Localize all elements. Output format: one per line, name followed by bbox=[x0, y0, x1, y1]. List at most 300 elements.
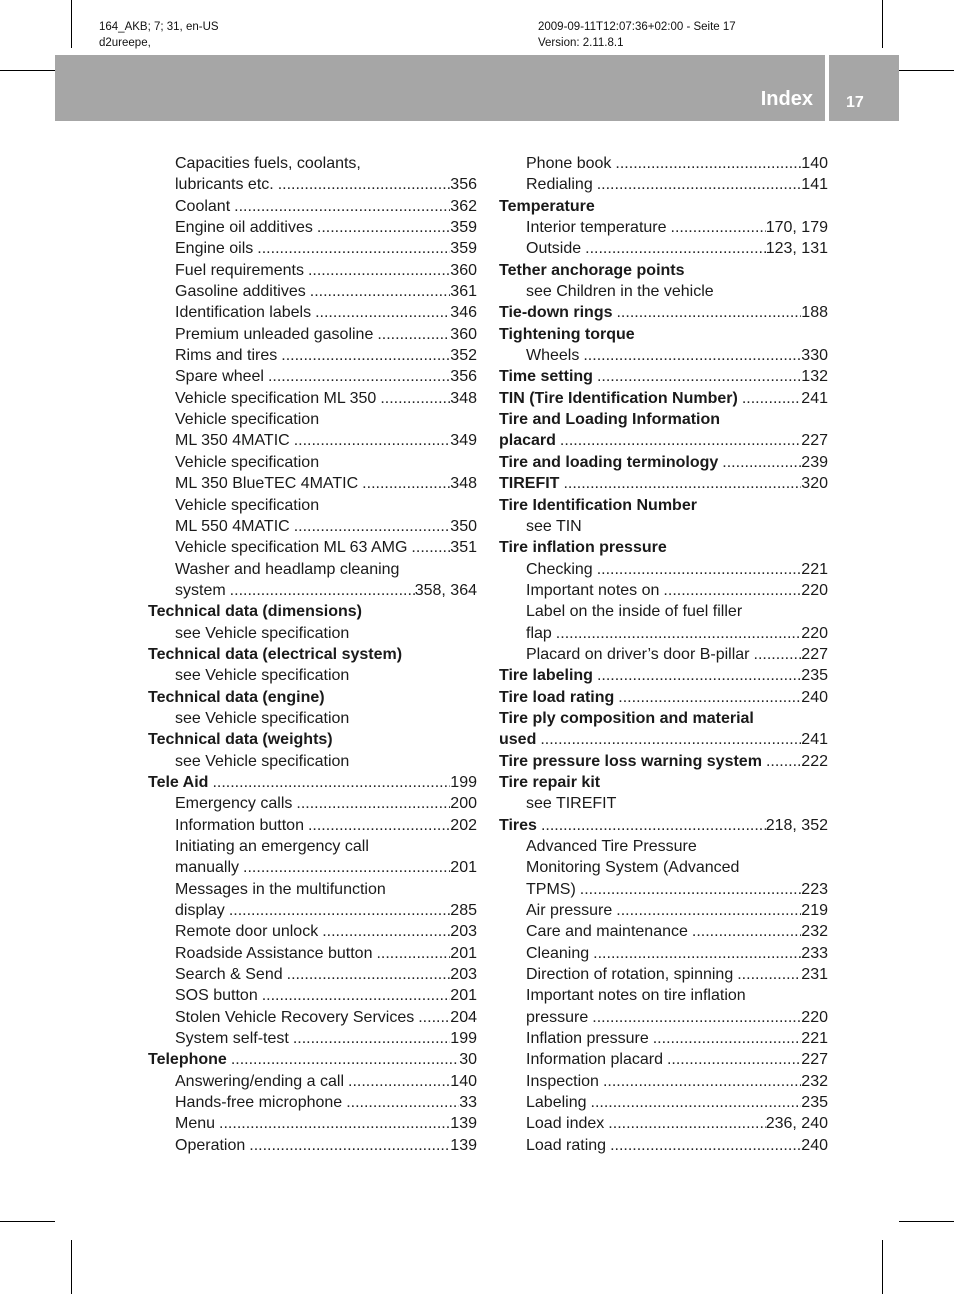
dot-leader bbox=[253, 238, 450, 259]
print-meta-right bbox=[538, 19, 736, 51]
entry-text: see Vehicle specification bbox=[175, 624, 350, 642]
dot-leader bbox=[733, 964, 801, 985]
page-ref: 218, 352 bbox=[765, 816, 828, 834]
dot-leader bbox=[258, 985, 451, 1006]
index-entry bbox=[499, 537, 828, 558]
page-ref: 362 bbox=[450, 197, 477, 215]
crop-mark bbox=[882, 1240, 883, 1294]
version: Version: 2.11.8.1 bbox=[538, 37, 624, 49]
entry-text: Roadside Assistance button bbox=[175, 944, 373, 962]
dot-leader bbox=[239, 857, 450, 878]
entry-text: pressure bbox=[526, 1008, 589, 1026]
page-ref: 223 bbox=[801, 880, 828, 898]
index-entry bbox=[148, 772, 477, 793]
index-entry bbox=[499, 815, 828, 836]
index-subentry bbox=[499, 1028, 828, 1049]
entry-text: Engine oils bbox=[175, 240, 254, 258]
entry-text: Rims and tires bbox=[175, 347, 278, 365]
dot-leader bbox=[358, 473, 450, 494]
entry-text: lubricants etc. bbox=[175, 176, 274, 194]
index-entry bbox=[499, 452, 828, 473]
index-subentry bbox=[499, 281, 828, 302]
entry-text: Capacities fuels, coolants, bbox=[175, 155, 361, 172]
page-ref: 285 bbox=[450, 902, 477, 920]
dot-leader bbox=[344, 1071, 450, 1092]
dot-leader bbox=[659, 580, 801, 601]
entry-text: Gasoline additives bbox=[175, 283, 306, 301]
entry-text: TIREFIT bbox=[499, 475, 560, 493]
entry-text: Coolant bbox=[175, 197, 231, 215]
index-subentry bbox=[148, 196, 477, 217]
entry-text: Technical data (weights) bbox=[148, 731, 333, 749]
entry-text: Tire labeling bbox=[499, 667, 593, 685]
index-subentry bbox=[148, 1113, 477, 1134]
dot-leader bbox=[277, 345, 450, 366]
index-subentry bbox=[148, 366, 477, 387]
page-ref: 201 bbox=[450, 987, 477, 1005]
entry-text: ML 550 4MATIC bbox=[175, 517, 290, 535]
entry-text: Remote door unlock bbox=[175, 923, 319, 941]
page-ref: 141 bbox=[801, 176, 828, 194]
index-subentry bbox=[499, 238, 828, 259]
index-entry bbox=[499, 430, 828, 451]
dot-leader bbox=[762, 751, 801, 772]
page-ref: 140 bbox=[801, 155, 828, 172]
index-subentry bbox=[148, 1007, 477, 1028]
page-ref: 358, 364 bbox=[414, 581, 477, 599]
dot-leader bbox=[593, 366, 801, 387]
entry-text: Redialing bbox=[526, 176, 593, 194]
dot-leader bbox=[290, 516, 451, 537]
print-meta-left bbox=[99, 19, 219, 51]
entry-text: see Children in the vehicle bbox=[526, 283, 714, 301]
entry-text: Initiating an emergency call bbox=[175, 838, 369, 855]
entry-text: Information placard bbox=[526, 1051, 663, 1069]
page-ref: 204 bbox=[450, 1008, 477, 1026]
entry-text: Vehicle specification bbox=[175, 411, 320, 429]
page-ref: 200 bbox=[450, 795, 477, 813]
page-ref: 232 bbox=[801, 923, 828, 941]
entry-text: see Vehicle specification bbox=[175, 709, 350, 727]
page-ref: 356 bbox=[450, 176, 477, 194]
page-ref: 201 bbox=[450, 944, 477, 962]
entry-text: Washer and headlamp cleaning bbox=[175, 560, 400, 578]
index-subentry bbox=[148, 238, 477, 259]
entry-text: Tele Aid bbox=[148, 773, 209, 791]
entry-text: used bbox=[499, 731, 537, 749]
entry-text: Interior temperature bbox=[526, 219, 667, 237]
index-subentry bbox=[148, 921, 477, 942]
index-subentry bbox=[499, 623, 828, 644]
page-ref: 235 bbox=[801, 1094, 828, 1112]
page-ref: 231 bbox=[801, 966, 828, 984]
entry-text: Direction of rotation, spinning bbox=[526, 966, 734, 984]
entry-text: Tire and Loading Information bbox=[499, 411, 721, 429]
index-subentry bbox=[499, 559, 828, 580]
entry-text: see Vehicle specification bbox=[175, 667, 350, 685]
dot-leader bbox=[313, 217, 450, 238]
index-subentry bbox=[148, 708, 477, 729]
entry-text: Vehicle specification bbox=[175, 496, 320, 514]
dot-leader bbox=[283, 964, 451, 985]
dot-leader bbox=[227, 1049, 459, 1070]
index-subentry bbox=[148, 900, 477, 921]
index-entry bbox=[499, 196, 828, 217]
page-ref: 320 bbox=[801, 475, 828, 493]
entry-text: Hands-free microphone bbox=[175, 1094, 343, 1112]
index-entry bbox=[499, 473, 828, 494]
index-subentry bbox=[148, 388, 477, 409]
index-subentry bbox=[499, 921, 828, 942]
dot-leader bbox=[290, 430, 451, 451]
entry-text: Wheels bbox=[526, 347, 580, 365]
index-subentry bbox=[148, 836, 477, 857]
index-subentry bbox=[148, 473, 477, 494]
entry-text: system bbox=[175, 581, 226, 599]
entry-text: Temperature bbox=[499, 197, 595, 215]
dot-leader bbox=[537, 815, 766, 836]
dot-leader bbox=[559, 473, 801, 494]
page-ref: 240 bbox=[801, 688, 828, 706]
dot-leader bbox=[588, 1007, 801, 1028]
entry-text: Vehicle specification ML 350 bbox=[175, 389, 377, 407]
entry-text: Cleaning bbox=[526, 944, 590, 962]
crop-mark bbox=[0, 70, 55, 71]
page-ref: 235 bbox=[801, 667, 828, 685]
entry-text: Load rating bbox=[526, 1136, 607, 1154]
page-number: 17 bbox=[846, 94, 864, 111]
entry-text: see Vehicle specification bbox=[175, 752, 350, 770]
page-ref: 346 bbox=[450, 304, 477, 322]
index-subentry bbox=[499, 793, 828, 814]
page-ref: 233 bbox=[801, 944, 828, 962]
index-subentry bbox=[499, 644, 828, 665]
entry-text: Labeling bbox=[526, 1094, 587, 1112]
entry-text: Answering/ending a call bbox=[175, 1072, 344, 1090]
index-subentry bbox=[499, 217, 828, 238]
dot-leader bbox=[536, 729, 801, 750]
page-ref: 350 bbox=[450, 517, 477, 535]
dot-leader bbox=[556, 430, 801, 451]
dot-leader bbox=[304, 260, 450, 281]
entry-text: flap bbox=[526, 624, 552, 642]
dot-leader bbox=[718, 452, 801, 473]
page-number-box bbox=[829, 55, 899, 121]
index-entry bbox=[499, 687, 828, 708]
entry-text: Menu bbox=[175, 1115, 216, 1133]
page-ref: 240 bbox=[801, 1136, 828, 1154]
dot-leader bbox=[264, 366, 450, 387]
page-ref: 221 bbox=[801, 560, 828, 578]
index-subentry bbox=[148, 537, 477, 558]
page-ref: 232 bbox=[801, 1072, 828, 1090]
entry-text: Tie-down rings bbox=[499, 304, 613, 322]
dot-leader bbox=[612, 900, 801, 921]
index-subentry bbox=[148, 857, 477, 878]
index-entry bbox=[499, 772, 828, 793]
entry-text: Checking bbox=[526, 560, 593, 578]
crop-mark bbox=[882, 0, 883, 48]
dot-leader bbox=[318, 921, 450, 942]
dot-leader bbox=[306, 281, 451, 302]
index-subentry bbox=[148, 430, 477, 451]
index-subentry bbox=[148, 964, 477, 985]
page-ref: 351 bbox=[450, 539, 477, 557]
entry-text: Monitoring System (Advanced bbox=[526, 859, 740, 877]
page-ref: 241 bbox=[801, 389, 828, 407]
page-ref: 360 bbox=[450, 261, 477, 279]
index-entry bbox=[499, 260, 828, 281]
index-subentry bbox=[499, 153, 828, 174]
index-entry bbox=[499, 409, 828, 430]
page-ref: 239 bbox=[801, 453, 828, 471]
page-ref: 203 bbox=[450, 966, 477, 984]
page-ref: 236, 240 bbox=[765, 1115, 828, 1133]
entry-text: Tether anchorage points bbox=[499, 261, 685, 279]
file-id: 164_AKB; 7; 31, en-US bbox=[99, 21, 219, 33]
index-subentry bbox=[148, 1071, 477, 1092]
index-subentry bbox=[499, 1071, 828, 1092]
entry-text: Tire repair kit bbox=[499, 773, 601, 791]
index-subentry bbox=[148, 1028, 477, 1049]
index-entry bbox=[499, 366, 828, 387]
dot-leader bbox=[414, 1007, 450, 1028]
index-subentry bbox=[148, 985, 477, 1006]
index-subentry bbox=[148, 260, 477, 281]
entry-text: Telephone bbox=[148, 1051, 227, 1069]
index-subentry bbox=[148, 1092, 477, 1113]
dot-leader bbox=[599, 1071, 801, 1092]
index-subentry bbox=[499, 1049, 828, 1070]
page-ref: 352 bbox=[450, 347, 477, 365]
dot-leader bbox=[587, 1092, 802, 1113]
index-entry bbox=[499, 495, 828, 516]
dot-leader bbox=[225, 900, 450, 921]
page-ref: 202 bbox=[450, 816, 477, 834]
index-subentry bbox=[148, 751, 477, 772]
index-subentry bbox=[499, 985, 828, 1006]
index-column-right bbox=[499, 153, 828, 1156]
page-ref: 199 bbox=[450, 773, 477, 791]
page-ref: 330 bbox=[801, 347, 828, 365]
entry-text: Premium unleaded gasoline bbox=[175, 325, 374, 343]
index-subentry bbox=[148, 174, 477, 195]
dot-leader bbox=[606, 1135, 801, 1156]
index-subentry bbox=[148, 665, 477, 686]
page-ref: 33 bbox=[459, 1094, 477, 1112]
index-subentry bbox=[499, 345, 828, 366]
index-subentry bbox=[148, 324, 477, 345]
index-entry bbox=[499, 751, 828, 772]
index-entry bbox=[499, 665, 828, 686]
index-entry bbox=[499, 729, 828, 750]
page-title: Index bbox=[760, 88, 813, 110]
entry-text: see TIREFIT bbox=[526, 795, 617, 813]
entry-text: Important notes on bbox=[526, 581, 660, 599]
entry-text: Air pressure bbox=[526, 902, 613, 920]
page-ref: 361 bbox=[450, 283, 477, 301]
index-subentry bbox=[499, 900, 828, 921]
dot-leader bbox=[552, 623, 802, 644]
index-subentry bbox=[148, 1135, 477, 1156]
dot-leader bbox=[611, 153, 801, 174]
entry-text: Vehicle specification ML 63 AMG bbox=[175, 539, 408, 557]
entry-text: TIN (Tire Identification Number) bbox=[499, 389, 738, 407]
crop-mark bbox=[71, 0, 72, 48]
page-ref: 227 bbox=[801, 645, 828, 663]
page-ref: 220 bbox=[801, 581, 828, 599]
entry-text: Technical data (dimensions) bbox=[148, 603, 362, 621]
index-subentry bbox=[499, 964, 828, 985]
page-ref: 359 bbox=[450, 219, 477, 237]
entry-text: Load index bbox=[526, 1115, 605, 1133]
dot-leader bbox=[245, 1135, 450, 1156]
dot-leader bbox=[274, 174, 451, 195]
index-entry bbox=[499, 324, 828, 345]
dot-leader bbox=[208, 772, 450, 793]
dot-leader bbox=[304, 815, 450, 836]
dot-leader bbox=[649, 1028, 802, 1049]
index-subentry bbox=[499, 1092, 828, 1113]
dot-leader bbox=[667, 217, 766, 238]
index-subentry bbox=[499, 1007, 828, 1028]
page-ref: 220 bbox=[801, 624, 828, 642]
entry-text: Identification labels bbox=[175, 304, 312, 322]
index-entry bbox=[148, 644, 477, 665]
index-entry bbox=[499, 302, 828, 323]
page-ref: 220 bbox=[801, 1008, 828, 1026]
entry-text: SOS button bbox=[175, 987, 258, 1005]
author-id: d2ureepe, bbox=[99, 37, 151, 49]
index-subentry bbox=[499, 174, 828, 195]
entry-text: Information button bbox=[175, 816, 304, 834]
entry-text: Phone book bbox=[526, 155, 612, 172]
entry-text: ML 350 BlueTEC 4MATIC bbox=[175, 475, 359, 493]
index-entry bbox=[148, 601, 477, 622]
index-entry bbox=[148, 729, 477, 750]
dot-leader bbox=[581, 238, 766, 259]
entry-text: System self-test bbox=[175, 1030, 289, 1048]
index-subentry bbox=[148, 943, 477, 964]
index-subentry bbox=[148, 495, 477, 516]
page-ref: 199 bbox=[450, 1030, 477, 1048]
index-subentry bbox=[148, 879, 477, 900]
index-subentry bbox=[499, 857, 828, 878]
page-ref: 359 bbox=[450, 240, 477, 258]
index-subentry bbox=[148, 409, 477, 430]
index-subentry bbox=[499, 1113, 828, 1134]
crop-mark bbox=[0, 1221, 55, 1222]
dot-leader bbox=[688, 921, 801, 942]
dot-leader bbox=[593, 665, 801, 686]
page-ref: 201 bbox=[450, 859, 477, 877]
page-ref: 123, 131 bbox=[765, 240, 828, 258]
dot-leader bbox=[589, 943, 801, 964]
page-ref: 170, 179 bbox=[765, 219, 828, 237]
entry-text: Technical data (engine) bbox=[148, 688, 325, 706]
entry-text: Care and maintenance bbox=[526, 923, 688, 941]
dot-leader bbox=[372, 943, 450, 964]
entry-text: see TIN bbox=[526, 517, 582, 535]
index-subentry bbox=[499, 943, 828, 964]
page-ref: 132 bbox=[801, 368, 828, 386]
entry-text: Tire ply composition and material bbox=[499, 709, 754, 727]
index-subentry bbox=[148, 452, 477, 473]
page-ref: 222 bbox=[801, 752, 828, 770]
index-column-left bbox=[148, 153, 477, 1156]
dot-leader bbox=[342, 1092, 459, 1113]
page-ref: 188 bbox=[801, 304, 828, 322]
page-ref: 349 bbox=[450, 432, 477, 450]
entry-text: Tire Identification Number bbox=[499, 496, 697, 514]
dot-leader bbox=[373, 324, 450, 345]
dot-leader bbox=[604, 1113, 765, 1134]
entry-text: Emergency calls bbox=[175, 795, 293, 813]
dot-leader bbox=[579, 345, 801, 366]
index-subentry bbox=[148, 302, 477, 323]
header-banner bbox=[55, 55, 825, 121]
entry-text: Tire and loading terminology bbox=[499, 453, 719, 471]
entry-text: Tires bbox=[499, 816, 537, 834]
index-subentry bbox=[499, 879, 828, 900]
index-entry bbox=[148, 1049, 477, 1070]
dot-leader bbox=[750, 644, 802, 665]
entry-text: Tire inflation pressure bbox=[499, 539, 667, 557]
entry-text: Advanced Tire Pressure bbox=[526, 838, 697, 855]
crop-mark bbox=[899, 1221, 954, 1222]
crop-mark bbox=[71, 1240, 72, 1294]
entry-text: Messages in the multifunction bbox=[175, 880, 386, 898]
entry-text: placard bbox=[499, 432, 556, 450]
index-subentry bbox=[148, 580, 477, 601]
entry-text: Inspection bbox=[526, 1072, 599, 1090]
index-entry bbox=[499, 388, 828, 409]
entry-text: Label on the inside of fuel filler bbox=[526, 603, 743, 621]
page-ref: 348 bbox=[450, 389, 477, 407]
dot-leader bbox=[292, 793, 450, 814]
dot-leader bbox=[230, 196, 450, 217]
entry-text: Time setting bbox=[499, 368, 593, 386]
entry-text: Outside bbox=[526, 240, 582, 258]
page-ref: 356 bbox=[450, 368, 477, 386]
entry-text: Fuel requirements bbox=[175, 261, 304, 279]
index-subentry bbox=[148, 153, 477, 174]
dot-leader bbox=[593, 559, 802, 580]
page-ref: 139 bbox=[450, 1136, 477, 1154]
entry-text: Inflation pressure bbox=[526, 1030, 649, 1048]
page-ref: 219 bbox=[801, 902, 828, 920]
page-ref: 139 bbox=[450, 1115, 477, 1133]
index-subentry bbox=[148, 516, 477, 537]
entry-text: Vehicle specification bbox=[175, 453, 320, 471]
index-subentry bbox=[499, 601, 828, 622]
index-subentry bbox=[148, 559, 477, 580]
page-ref: 140 bbox=[450, 1072, 477, 1090]
dot-leader bbox=[614, 687, 801, 708]
dot-leader bbox=[215, 1113, 450, 1134]
index-subentry bbox=[499, 580, 828, 601]
entry-text: ML 350 4MATIC bbox=[175, 432, 290, 450]
entry-text: Important notes on tire inflation bbox=[526, 987, 746, 1005]
dot-leader bbox=[576, 879, 802, 900]
dot-leader bbox=[226, 580, 415, 601]
page-ref: 227 bbox=[801, 1051, 828, 1069]
dot-leader bbox=[407, 537, 450, 558]
entry-text: Tire load rating bbox=[499, 688, 615, 706]
entry-text: Spare wheel bbox=[175, 368, 264, 386]
entry-text: display bbox=[175, 902, 225, 920]
index-subentry bbox=[148, 217, 477, 238]
